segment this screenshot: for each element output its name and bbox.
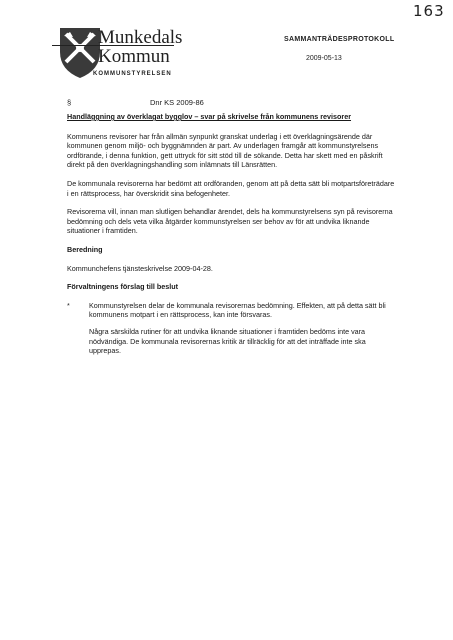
org-name-line2: Kommun (98, 46, 170, 67)
body-paragraph: Revisorerna vill, innan man slutligen behandlar ärendet, dels ha kommunstyrelsens syn på revisorerna bedömning och dels veta vilka åtgärder kommunstyrelsen ser behov av för att undvika liknande situationer i framtiden. (67, 207, 393, 236)
section-heading-proposal: Förvaltningens förslag till beslut (67, 282, 179, 292)
body-paragraph: De kommunala revisorerna har bedömt att ordföranden, genom att på detta sätt bli motpartsföreträdare i en rättsprocess, har överskridit sina befogenheter. (67, 178, 395, 198)
org-unit: KOMMUNSTYRELSEN (93, 71, 172, 77)
case-title: Handläggning av överklagat bygglov – svar på skrivelse från kommunens revisorer (67, 112, 352, 121)
case-number: Dnr KS 2009-86 (150, 98, 204, 107)
page-number: 163 (413, 2, 445, 20)
document-body (67, 112, 397, 365)
section-heading-beredning: Beredning (67, 244, 103, 254)
paragraph-sign: § (67, 98, 72, 107)
beredning-text: Kommunchefens tjänsteskrivelse 2009-04-28. (67, 263, 213, 273)
proposal-followup: Några särskilda rutiner för att undvika liknande situationer i framtiden bedöms inte vara nödvändiga. De kommunala revisorernas kritik är tillräcklig för att det inträffade inte ska upprepas. (89, 326, 366, 356)
body-paragraph: Kommunens revisorer har från allmän synpunkt granskat underlag i ett överklagningsärende där kommunen genom miljö- och byggnämnden är part. Av underlagen framgår att kommunstyrelsens ordförande, i denna funktion, gett uttryck för sitt stöd till de sökande. Detta har skett med en påskrift direkt på den överklagningshandling som inlämnats till Länsrätten. (67, 131, 383, 170)
bullet-marker: * (67, 300, 70, 310)
proposal-bullet (67, 301, 397, 320)
document-date: 2009-05-13 (306, 55, 342, 62)
bullet-text: Kommunstyrelsen delar de kommunala revisorernas bedömning. Effekten, att på detta sätt bli kommunens motpart i en rättsprocess, kan inte försvaras. (89, 300, 386, 320)
org-name-line1: Munkedals (98, 27, 183, 48)
document-type: SAMMANTRÄDESPROTOKOLL (284, 36, 395, 43)
